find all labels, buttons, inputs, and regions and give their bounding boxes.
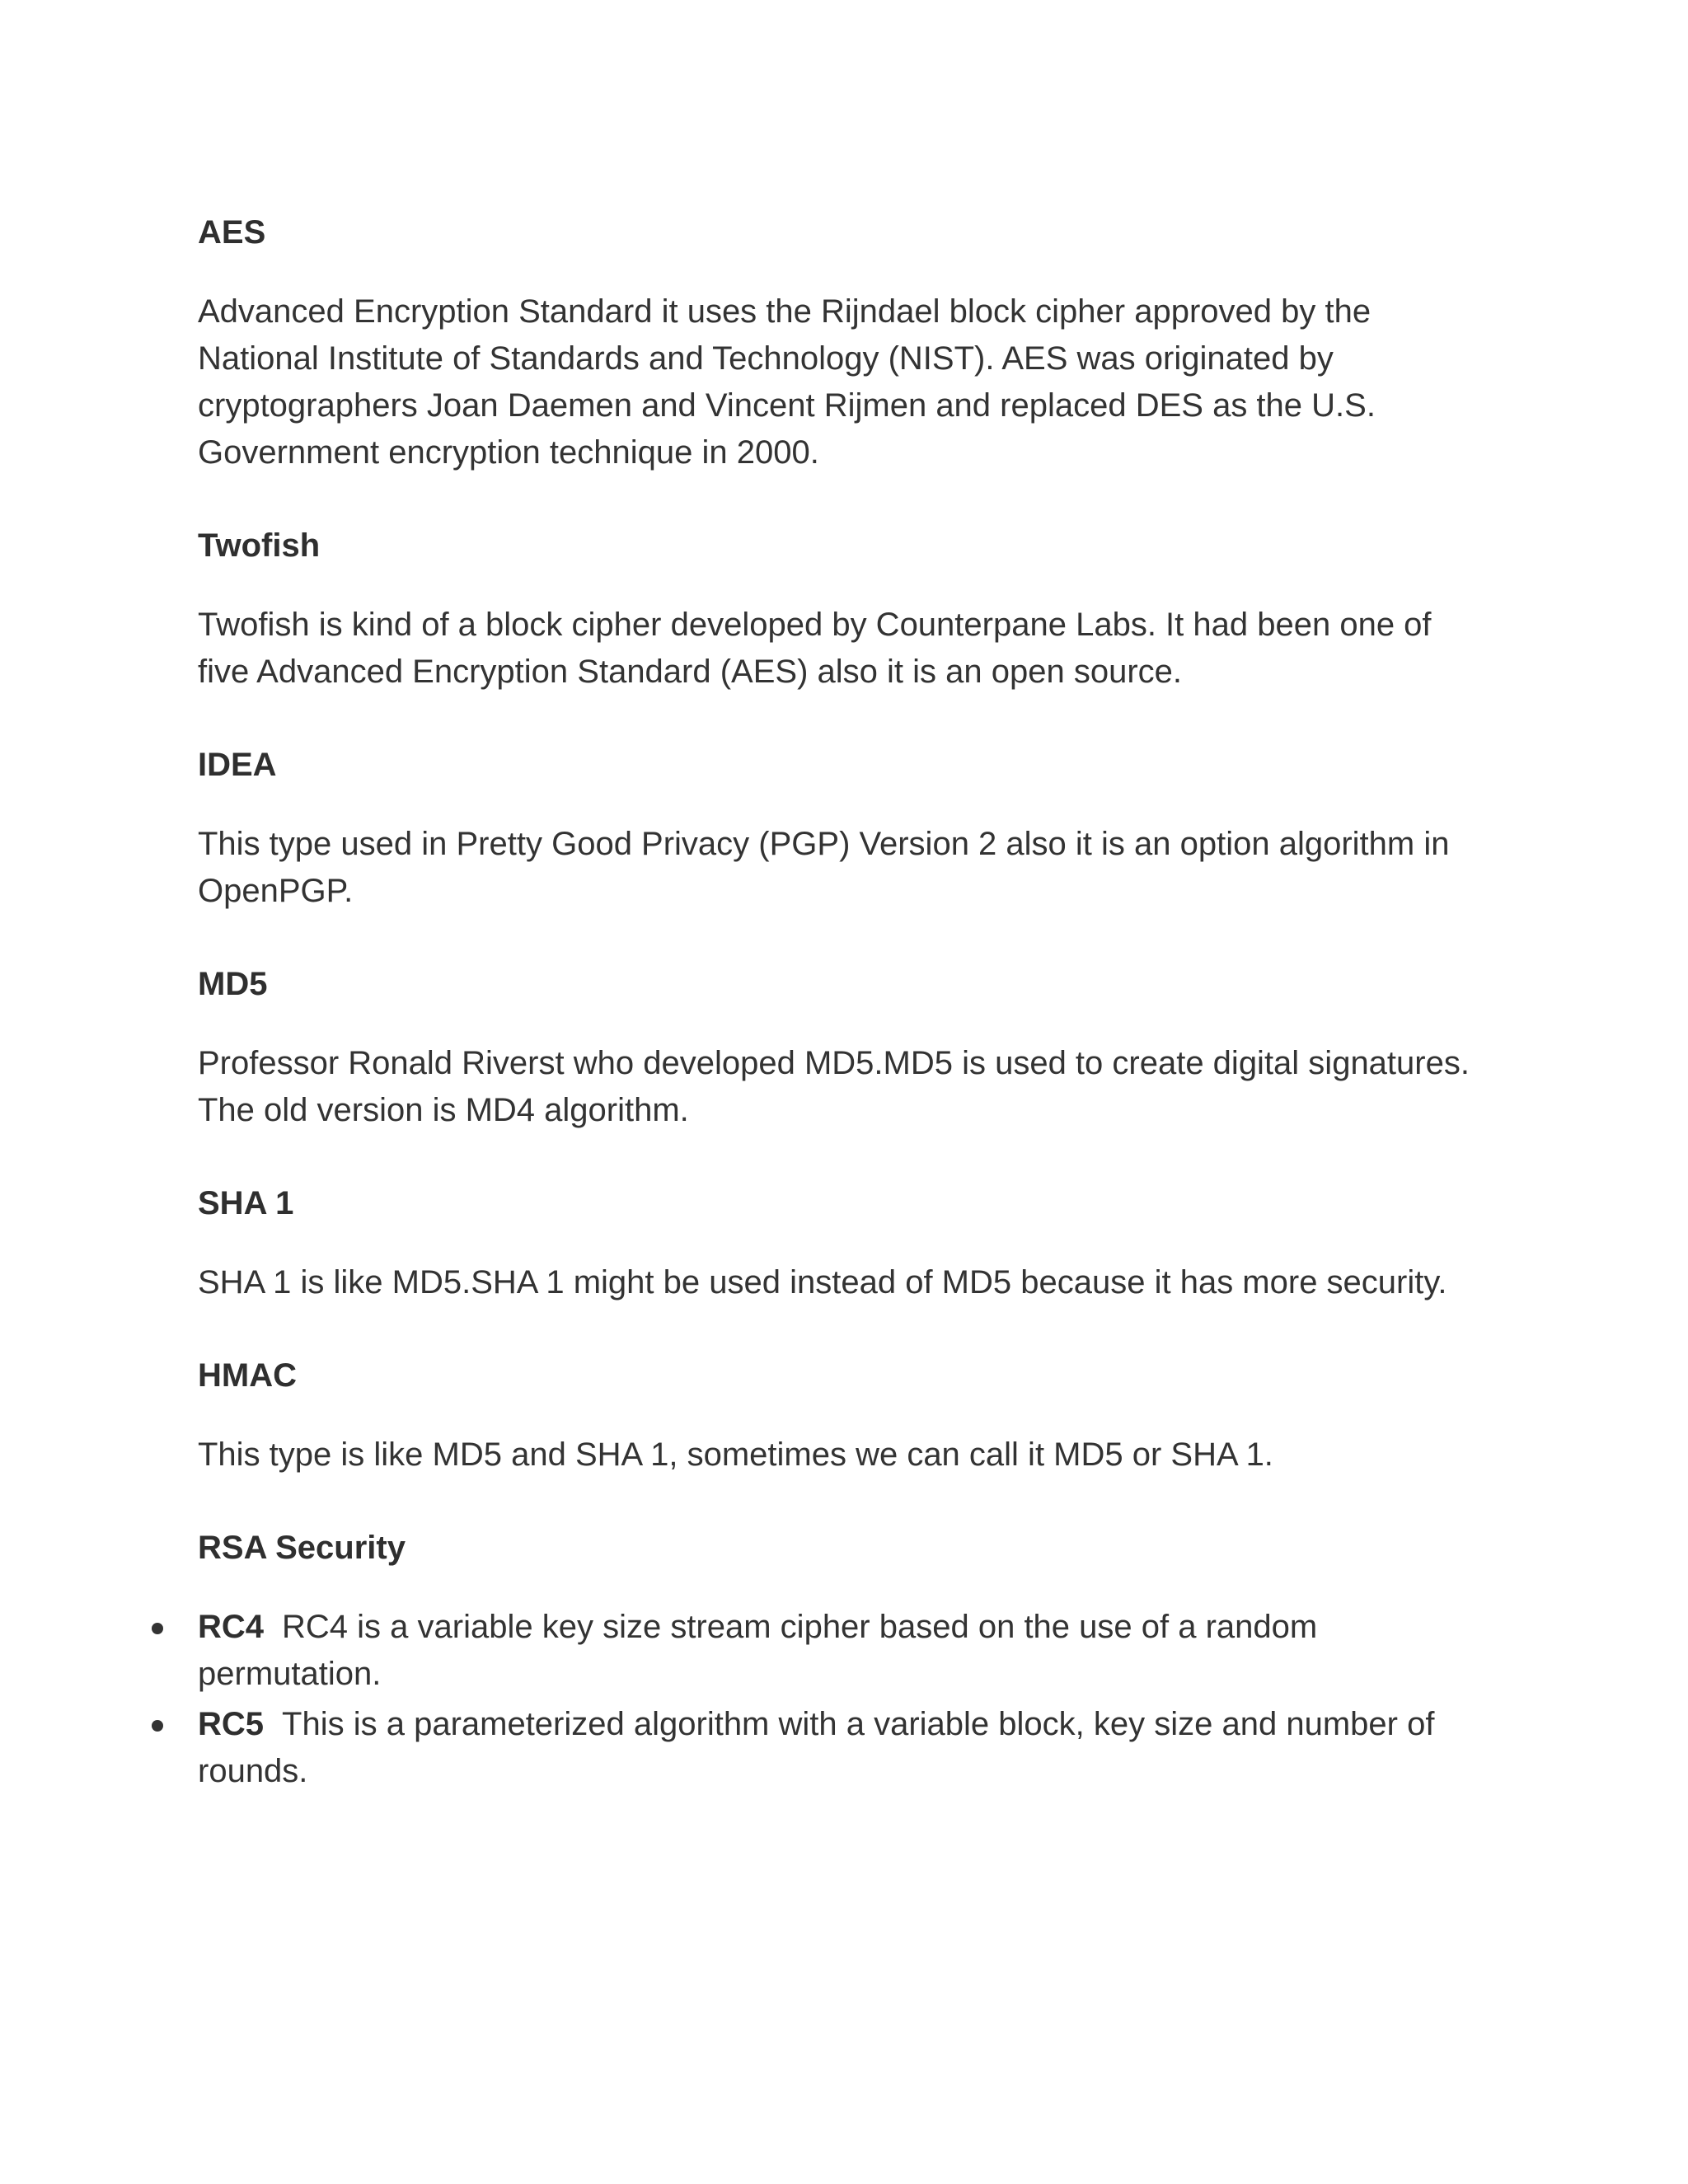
bullet-term: RC5 <box>198 1706 265 1742</box>
bullet-text: This is a parameterized algorithm with a variable block, key size and number of rounds. <box>198 1706 1435 1789</box>
document-page <box>198 209 1484 1798</box>
heading-idea: IDEA <box>198 747 277 783</box>
bullet-icon <box>152 1623 163 1634</box>
heading-sha1: SHA 1 <box>198 1185 294 1221</box>
paragraph-sha1: SHA 1 is like MD5.SHA 1 might be used instead of MD5 because it has more security. <box>198 1264 1447 1301</box>
heading-twofish: Twofish <box>198 527 321 564</box>
paragraph-idea: This type used in Pretty Good Privacy (PGP) Version 2 also it is an option algorithm in OpenPGP. <box>198 826 1450 909</box>
paragraph-twofish: Twofish is kind of a block cipher developed by Counterpane Labs. It had been one of five Advanced Encryption Standard (AES) also it is an open source. <box>198 607 1432 690</box>
heading-rsa-security: RSA Security <box>198 1530 406 1566</box>
paragraph-aes: Advanced Encryption Standard it uses the Rijndael block cipher approved by the National Institute of Standards and Technology (NIST). AES was originated by cryptographers Joan Daemen and Vincent Rijmen and replaced DES as the U.S. Government encryption technique in 2000. <box>198 293 1376 471</box>
heading-hmac: HMAC <box>198 1357 297 1394</box>
list-item <box>198 1701 1484 1795</box>
rsa-bullet-list <box>198 1604 1484 1795</box>
paragraph-hmac: This type is like MD5 and SHA 1, sometimes we can call it MD5 or SHA 1. <box>198 1436 1273 1473</box>
list-item <box>198 1604 1484 1698</box>
bullet-icon <box>152 1720 163 1732</box>
bullet-term: RC4 <box>198 1609 265 1645</box>
heading-aes: AES <box>198 214 266 251</box>
paragraph-md5: Professor Ronald Riverst who developed MD5.MD5 is used to create digital signatures. The old version is MD4 algorithm. <box>198 1045 1470 1128</box>
bullet-text: RC4 is a variable key size stream cipher based on the use of a random permutation. <box>198 1609 1318 1692</box>
heading-md5: MD5 <box>198 966 268 1002</box>
